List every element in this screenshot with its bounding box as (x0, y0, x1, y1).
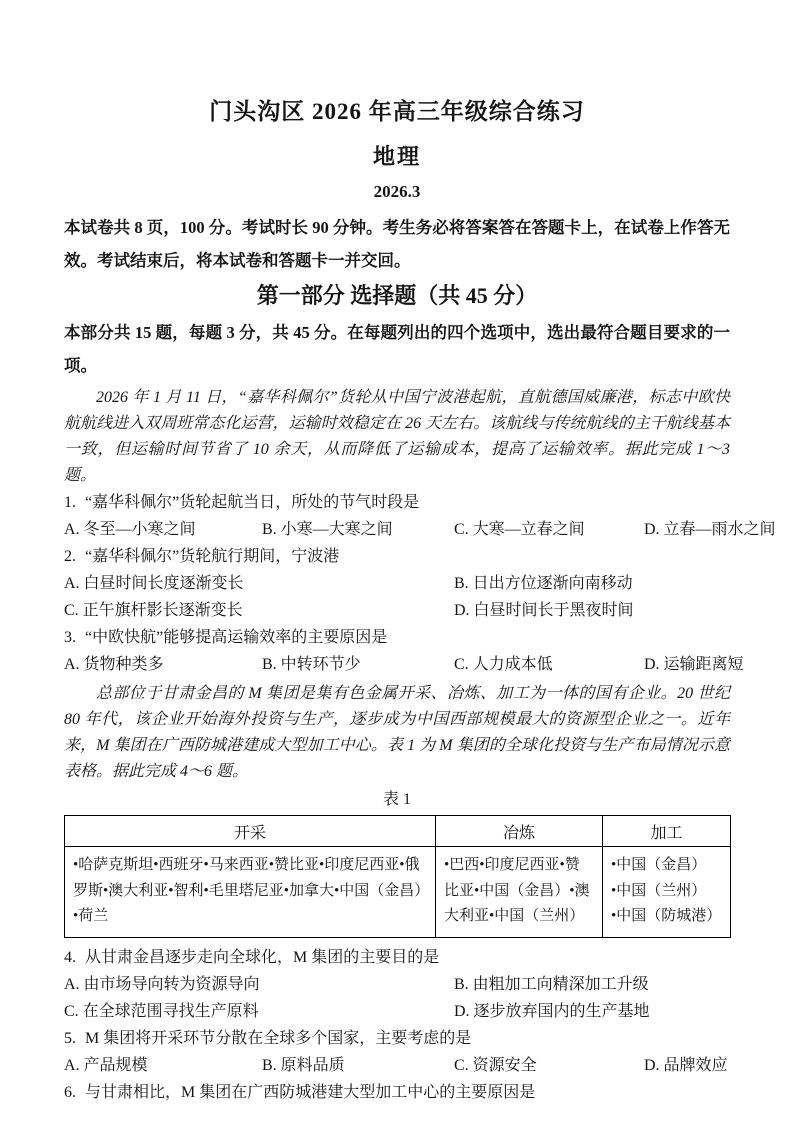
question-1-options (64, 516, 776, 543)
question-5 (64, 1025, 730, 1079)
part1-intro: 本部分共 15 题，每题 3 分，共 45 分。在每题列出的四个选项中，选出最符合题目要求的一项。 (64, 323, 730, 375)
option-c: C. 正午旗杆影长逐渐变长 (64, 602, 243, 619)
option-a: A. 白昼时间长度逐渐变长 (64, 575, 244, 592)
processing-item: •中国（防城港） (611, 908, 722, 924)
question-number: 2. (64, 548, 76, 565)
passage-2: 总部位于甘肃金昌的 M 集团是集有色金属开采、冶炼、加工为一体的国有企业。20 世纪 80 年代，该企业开始海外投资与生产，逐步成为中国西部规模最大的资源型企业之一。近年来，M 集团在广西防城港建成大型加工中心。表 1 为 M 集团的全球化投资与生产布局情况示意表格。据此完成 4～6 题。 (64, 685, 730, 780)
question-text: “中欧快航”能够提高运输效率的主要原因是 (85, 629, 388, 646)
option-d: D. 逐步放弃国内的生产基地 (454, 1002, 650, 1020)
processing-item: •中国（金昌） (611, 857, 707, 873)
table-1 (64, 815, 731, 938)
question-text: 与甘肃相比，M 集团在广西防城港建大型加工中心的主要原因是 (85, 1083, 536, 1101)
question-1-stem (64, 489, 730, 516)
option-c: C. 资源安全 (454, 1056, 537, 1074)
question-6-stem (64, 1079, 730, 1106)
question-6 (64, 1079, 730, 1106)
question-4-stem (64, 944, 730, 971)
question-text: 从甘肃金昌逐步走向全球化，M 集团的主要目的是 (85, 948, 440, 966)
exam-subject: 地理 (372, 144, 421, 169)
table-cell-mining: •哈萨克斯坦•西班牙•马来西亚•赞比亚•印度尼西亚•俄罗斯•澳大利亚•智利•毛里塔尼亚•加拿大•中国（金昌）•荷兰 (65, 847, 436, 938)
option-b: B. 由粗加工向精深加工升级 (454, 975, 649, 993)
option-a: A. 由市场导向转为资源导向 (64, 975, 260, 993)
option-c: C. 在全球范围寻找生产原料 (64, 1002, 259, 1020)
option-d: D. 品牌效应 (644, 1056, 728, 1074)
question-2 (64, 543, 730, 624)
question-text: M 集团将开采环节分散在全球多个国家，主要考虑的是 (85, 1029, 472, 1047)
option-d: D. 立春—雨水之间 (644, 521, 776, 538)
option-d: D. 运输距离短 (644, 656, 744, 673)
question-5-options (64, 1052, 730, 1079)
part1-heading: 第一部分 选择题（共 45 分） (256, 283, 538, 308)
question-number: 3. (64, 629, 76, 646)
table-row (65, 847, 731, 938)
question-3-stem (64, 624, 730, 651)
question-text: “嘉华科佩尔”货轮起航当日，所处的节气时段是 (85, 494, 420, 511)
question-1 (64, 489, 776, 543)
question-number: 5. (64, 1029, 76, 1047)
question-3-options (64, 651, 744, 678)
option-b: B. 日出方位逐渐向南移动 (454, 575, 633, 592)
question-3 (64, 624, 744, 678)
table-cell-processing (603, 847, 731, 938)
exam-notice: 本试卷共 8 页，100 分。考试时长 90 分钟。考生务必将答案答在答题卡上，在试卷上作答无效。考试结束后，将本试卷和答题卡一并交回。 (64, 218, 730, 270)
table-header-smelting: 冶炼 (436, 816, 603, 847)
table-header-row (65, 816, 731, 847)
option-d: D. 白昼时间长于黑夜时间 (454, 602, 634, 619)
table-header-mining: 开采 (65, 816, 436, 847)
option-c: C. 人力成本低 (454, 656, 553, 673)
option-a: A. 货物种类多 (64, 656, 164, 673)
question-number: 6. (64, 1083, 76, 1101)
exam-title: 门头沟区 2026 年高三年级综合练习 (209, 99, 585, 124)
processing-item: •中国（兰州） (611, 882, 707, 899)
question-number: 1. (64, 494, 76, 511)
question-2-stem (64, 543, 730, 570)
question-4-options (64, 971, 730, 1025)
option-a: A. 产品规模 (64, 1056, 148, 1074)
option-c: C. 大寒—立春之间 (454, 521, 585, 538)
option-a: A. 冬至—小寒之间 (64, 521, 196, 538)
question-number: 4. (64, 948, 76, 966)
passage-1: 2026 年 1 月 11 日，“嘉华科佩尔”货轮从中国宁波港起航，直航德国威廉港，标志中欧快航航线进入双周班常态化运营，运输时效稳定在 26 天左右。该航线与传统航线的主干航线基本一致，但运输时间节省了 10 余天，从而降低了运输成本，提高了运输效率。据此完成 1～3 题。 (64, 389, 730, 484)
question-2-options (64, 570, 730, 624)
option-b: B. 中转环节少 (262, 656, 361, 673)
option-b: B. 原料品质 (262, 1056, 345, 1074)
table-cell-smelting: •巴西•印度尼西亚•赞比亚•中国（金昌）•澳大利亚•中国（兰州） (436, 847, 603, 938)
question-5-stem (64, 1025, 730, 1052)
table-1-caption: 表 1 (382, 791, 411, 808)
exam-date: 2026.3 (373, 182, 421, 201)
question-4 (64, 944, 730, 1025)
question-text: “嘉华科佩尔”货轮航行期间，宁波港 (85, 548, 340, 565)
option-b: B. 小寒—大寒之间 (262, 521, 393, 538)
table-header-processing: 加工 (603, 816, 731, 847)
